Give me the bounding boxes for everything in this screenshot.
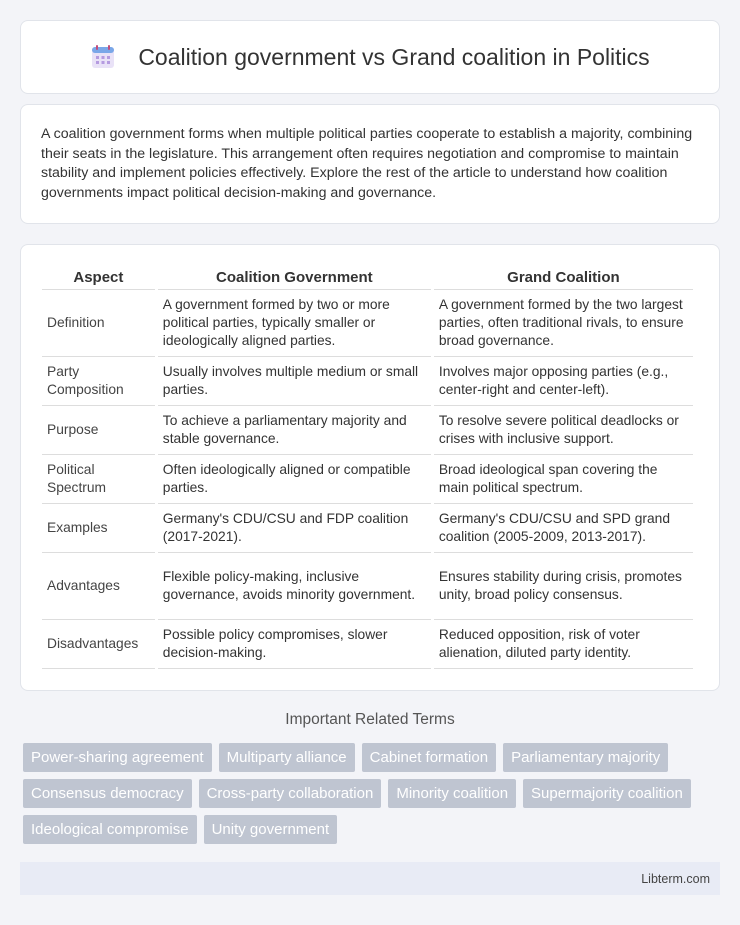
coalition-cell: Germany's CDU/CSU and FDP coalition (2017-2021). <box>158 504 431 553</box>
calendar-icon <box>90 44 116 70</box>
coalition-cell: Possible policy compromises, slower decision-making. <box>158 620 431 669</box>
term-tag[interactable]: Unity government <box>204 815 338 844</box>
column-header: Grand Coalition <box>434 265 693 290</box>
coalition-cell: A government formed by two or more political parties, typically smaller or ideologically aligned parties. <box>158 290 431 357</box>
header-card <box>20 20 720 94</box>
grand-coalition-cell: A government formed by the two largest parties, often traditional rivals, to ensure broad governance. <box>434 290 693 357</box>
term-tag[interactable]: Parliamentary majority <box>503 743 668 772</box>
coalition-cell: Often ideologically aligned or compatible parties. <box>158 455 431 504</box>
aspect-cell: Party Composition <box>42 357 155 406</box>
grand-coalition-cell: To resolve severe political deadlocks or crises with inclusive support. <box>434 406 693 455</box>
coalition-cell: Flexible policy-making, inclusive governance, avoids minority government. <box>158 553 431 620</box>
column-header: Coalition Government <box>158 265 431 290</box>
table-row <box>42 357 693 406</box>
aspect-cell: Examples <box>42 504 155 553</box>
term-tag[interactable]: Cabinet formation <box>362 743 496 772</box>
intro-text: A coalition government forms when multiple political parties cooperate to establish a majority, combining their seats in the legislature. This arrangement often requires negotiation and compromise to maintain stability and implement policies effectively. Explore the rest of the article to understand how coalition governments impact political decision-making and governance. <box>41 126 693 201</box>
aspect-cell: Definition <box>42 290 155 357</box>
term-tag[interactable]: Ideological compromise <box>23 815 197 844</box>
aspect-cell: Advantages <box>42 553 155 620</box>
footer <box>20 862 720 895</box>
table-row <box>42 455 693 504</box>
grand-coalition-cell: Involves major opposing parties (e.g., center-right and center-left). <box>434 357 693 406</box>
related-terms-list <box>23 743 723 844</box>
coalition-cell: To achieve a parliamentary majority and stable governance. <box>158 406 431 455</box>
grand-coalition-cell: Germany's CDU/CSU and SPD grand coalition (2005-2009, 2013-2017). <box>434 504 693 553</box>
term-tag[interactable]: Power-sharing agreement <box>23 743 212 772</box>
comparison-card <box>20 244 720 691</box>
term-tag[interactable]: Consensus democracy <box>23 779 192 808</box>
related-terms-title: Important Related Terms <box>285 711 455 728</box>
term-tag[interactable]: Cross-party collaboration <box>199 779 382 808</box>
page-title: Coalition government vs Grand coalition in Politics <box>138 43 650 70</box>
coalition-cell: Usually involves multiple medium or small parties. <box>158 357 431 406</box>
grand-coalition-cell: Ensures stability during crisis, promotes unity, broad policy consensus. <box>434 553 693 620</box>
comparison-table <box>39 265 696 669</box>
grand-coalition-cell: Broad ideological span covering the main political spectrum. <box>434 455 693 504</box>
grand-coalition-cell: Reduced opposition, risk of voter alienation, diluted party identity. <box>434 620 693 669</box>
column-header: Aspect <box>42 265 155 290</box>
table-header-row <box>42 265 693 290</box>
term-tag[interactable]: Minority coalition <box>388 779 516 808</box>
aspect-cell: Political Spectrum <box>42 455 155 504</box>
aspect-cell: Disadvantages <box>42 620 155 669</box>
table-row <box>42 553 693 620</box>
aspect-cell: Purpose <box>42 406 155 455</box>
table-row <box>42 504 693 553</box>
term-tag[interactable]: Multiparty alliance <box>219 743 355 772</box>
intro-card <box>20 104 720 224</box>
table-row <box>42 290 693 357</box>
footer-site-link[interactable]: Libterm.com <box>641 871 710 886</box>
table-row <box>42 406 693 455</box>
table-row <box>42 620 693 669</box>
term-tag[interactable]: Supermajority coalition <box>523 779 691 808</box>
